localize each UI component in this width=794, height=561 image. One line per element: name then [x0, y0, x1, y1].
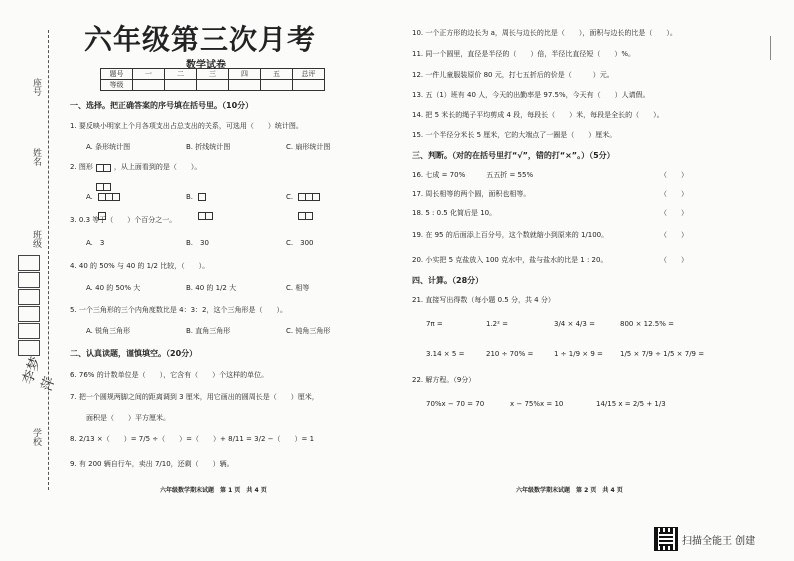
score-cell — [293, 80, 325, 91]
q4-option-c: C. 相等 — [286, 284, 310, 292]
qr-code-icon — [654, 527, 678, 551]
q1-option-a: A. 条形统计图 — [86, 143, 131, 151]
judge-19: 19. 在 95 的后面添上百分号，这个数就缩小到原来的 1/100。 — [412, 231, 609, 239]
q1-option-c: C. 扇形统计图 — [286, 143, 331, 151]
handwritten-signature: 李梦萍 — [19, 354, 59, 394]
scanner-watermark: 扫描全能王 创建 — [682, 536, 756, 547]
binding-margin — [0, 0, 60, 561]
name-label: 姓名 — [31, 148, 41, 166]
section-1-heading: 一、选择。把正确答案的序号填在括号里。（10分） — [70, 101, 254, 110]
score-cell — [197, 80, 229, 91]
question-14: 14. 把 5 米长的绳子平均剪成 4 段，每段长（ ）米，每段是全长的（ ）。 — [412, 111, 664, 119]
score-table-grade-row — [101, 80, 325, 91]
score-boxes — [18, 255, 40, 357]
q2-option-b: B. — [186, 193, 194, 201]
calc-item: 3.14 × 5 = — [426, 350, 465, 358]
question-7: 7. 把一个圆规两脚之间的距离调到 3 厘米，用它画出的圆周长是（ ）厘米， — [70, 393, 319, 401]
score-cell: 四 — [229, 69, 261, 80]
score-cell: 题号 — [101, 69, 133, 80]
question-9: 9. 有 200 辆自行车，卖出 7/10，还剩（ ）辆。 — [70, 460, 234, 468]
right-page-footer: 六年级数学期末试题 第 2 页 共 4 页 — [516, 487, 623, 494]
score-cell: 总评 — [293, 69, 325, 80]
question-12: 12. 一件儿童服装原价 80 元，打七五折后的价是（ ）元。 — [412, 71, 614, 79]
question-4: 4. 40 的 50% 与 40 的 1/2 比较，（ ）。 — [70, 262, 210, 270]
calc-item: 7π = — [426, 320, 443, 328]
q1-option-b: B. 折线统计图 — [186, 143, 231, 151]
q2-option-b-figure — [198, 186, 212, 224]
question-10: 10. 一个正方形的边长为 a，周长与边长的比是（ ），面积与边长的比是（ ）。 — [412, 29, 677, 37]
seat-number-label: 座号 — [31, 78, 41, 96]
page-edge-mark — [770, 36, 775, 60]
judge-17: 17. 周长相等的两个圆，面积也相等。 — [412, 190, 531, 198]
q3-option-b: B. 30 — [186, 239, 209, 247]
q2-option-c-figure — [298, 186, 319, 224]
judge-19-answer[interactable]: （ ） — [660, 231, 688, 239]
question-6: 6. 76% 的计数单位是（ ），它含有（ ）个这样的单位。 — [70, 371, 269, 379]
q5-option-b: B. 直角三角形 — [186, 327, 231, 335]
score-cell: 等级 — [101, 80, 133, 91]
left-page-footer: 六年级数学期末试题 第 1 页 共 4 页 — [160, 487, 267, 494]
calc-item: 800 × 12.5% = — [620, 320, 675, 328]
question-3: 3. 0.3 等于（ ）个百分之一。 — [70, 216, 177, 224]
question-7-continued: 面积是（ ）平方厘米。 — [86, 414, 170, 422]
judge-18-answer[interactable]: （ ） — [660, 209, 688, 217]
calc-item: 210 ÷ 70% = — [486, 350, 534, 358]
question-8: 8. 2/13 ×（ ）= 7/5 ÷（ ）=（ ）+ 8/11 = 3/2 −（ ）= 1 — [70, 435, 315, 443]
q5-option-a: A. 锐角三角形 — [86, 327, 131, 335]
exam-title: 六年级第三次月考 — [84, 23, 317, 56]
q5-option-c: C. 钝角三角形 — [286, 327, 331, 335]
q3-option-c: C. 300 — [286, 239, 314, 247]
judge-20-answer[interactable]: （ ） — [660, 256, 688, 264]
judge-16-answer[interactable]: （ ） — [660, 171, 688, 179]
judge-18: 18. 5 : 0.5 化简后是 10。 — [412, 209, 497, 217]
judge-16: 16. 七成 = 70% 五五折 = 55% — [412, 171, 534, 179]
exam-subtitle: 数学试卷 — [186, 60, 226, 71]
question-1: 1. 要反映小明家上个月各项支出占总支出的关系，可选用（ ）统计图。 — [70, 122, 303, 130]
q2-option-c: C. — [286, 193, 294, 201]
question-2: 2. 图形 ，从上面看到的是（ ）。 — [70, 163, 202, 171]
score-table — [100, 68, 325, 91]
question-22: 22. 解方程。（9分） — [412, 376, 476, 384]
question-15: 15. 一个半径分米长 5 厘米，它的大端点了一圈是（ ）厘米。 — [412, 131, 617, 139]
score-cell — [165, 80, 197, 91]
section-3-heading: 三、判断。（对的在括号里打“√”，错的打“×”。）（5分） — [412, 151, 615, 160]
question-13: 13. 五（1）班有 40 人，今天的出勤率是 97.5%，今天有（ ）人请假。 — [412, 91, 650, 99]
calc-item: 1 ÷ 1/9 × 9 = — [554, 350, 603, 358]
score-table-header-row — [101, 69, 325, 80]
calc-item: 1.2² = — [486, 320, 509, 328]
section-2-heading: 二、认真读题，谨慎填空。（20分） — [70, 349, 198, 358]
score-cell: 五 — [261, 69, 293, 80]
school-label: 学校 — [31, 428, 41, 446]
question-11: 11. 同一个圆里，直径是半径的（ ）倍，半径比直径短（ ）%。 — [412, 50, 636, 58]
section-4-heading: 四、计算。（28分） — [412, 276, 484, 285]
score-cell: 三 — [197, 69, 229, 80]
equation-2: x − 75%x = 10 — [510, 400, 564, 408]
question-5: 5. 一个三角形的三个内角度数比是 4：3：2，这个三角形是（ ）。 — [70, 306, 287, 314]
calc-item: 1/5 × 7/9 ÷ 1/5 × 7/9 = — [620, 350, 705, 358]
q4-option-a: A. 40 的 50% 大 — [86, 284, 141, 292]
q3-option-a: A. 3 — [86, 239, 105, 247]
score-cell: 二 — [165, 69, 197, 80]
q2-option-a: A. — [86, 193, 93, 201]
judge-17-answer[interactable]: （ ） — [660, 190, 688, 198]
score-cell: 一 — [133, 69, 165, 80]
question-21: 21. 直接写出得数（每小题 0.5 分，共 4 分） — [412, 296, 555, 304]
score-cell — [133, 80, 165, 91]
equation-1: 70%x − 70 = 70 — [426, 400, 485, 408]
calc-item: 3/4 × 4/3 = — [554, 320, 595, 328]
class-label: 班级 — [31, 230, 41, 248]
score-cell — [229, 80, 261, 91]
score-cell — [261, 80, 293, 91]
judge-20: 20. 小实把 5 克盐放入 100 克水中，盐与盐水的比是 1 : 20。 — [412, 256, 608, 264]
equation-3: 14/15 x = 2/5 + 1/3 — [596, 400, 666, 408]
q4-option-b: B. 40 的 1/2 大 — [186, 284, 237, 292]
binding-dashed-line — [48, 30, 49, 490]
